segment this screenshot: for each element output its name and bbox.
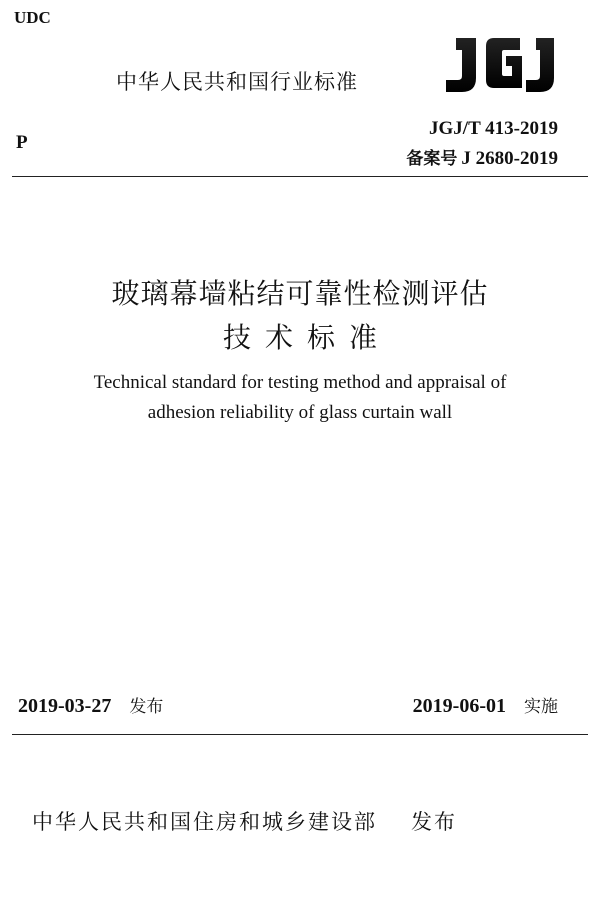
industry-standard-heading: 中华人民共和国行业标准 [116, 70, 358, 94]
publish-label: 发布 [411, 810, 457, 834]
title-chinese-line-2: 技术标准 [222, 321, 391, 354]
record-label: 备案号 [406, 149, 458, 169]
issue-date-block [18, 692, 163, 718]
title-chinese-line-1: 玻璃幕墙粘结可靠性检测评估 [111, 277, 489, 310]
effective-label: 实施 [524, 697, 558, 717]
publisher-name: 中华人民共和国住房和城乡建设部 [32, 810, 377, 834]
effective-date: 2019-06-01 [412, 695, 506, 717]
category-label: P [16, 132, 28, 153]
issue-label: 发布 [129, 697, 164, 717]
issue-date: 2019-03-27 [18, 695, 112, 717]
standard-number: JGJ/T 413-2019 [429, 118, 558, 139]
effective-date-block [413, 692, 558, 718]
record-number-line [406, 144, 558, 170]
header-divider [12, 176, 588, 177]
udc-label: UDC [14, 8, 51, 27]
title-english-line-1: Technical standard for testing method and appraisal of [93, 372, 507, 393]
jgj-logo [438, 34, 556, 96]
dates-divider [12, 734, 588, 735]
publisher-line [32, 806, 457, 836]
title-english-line-2: adhesion reliability of glass curtain wall [147, 402, 453, 423]
record-number: J 2680-2019 [461, 148, 558, 169]
